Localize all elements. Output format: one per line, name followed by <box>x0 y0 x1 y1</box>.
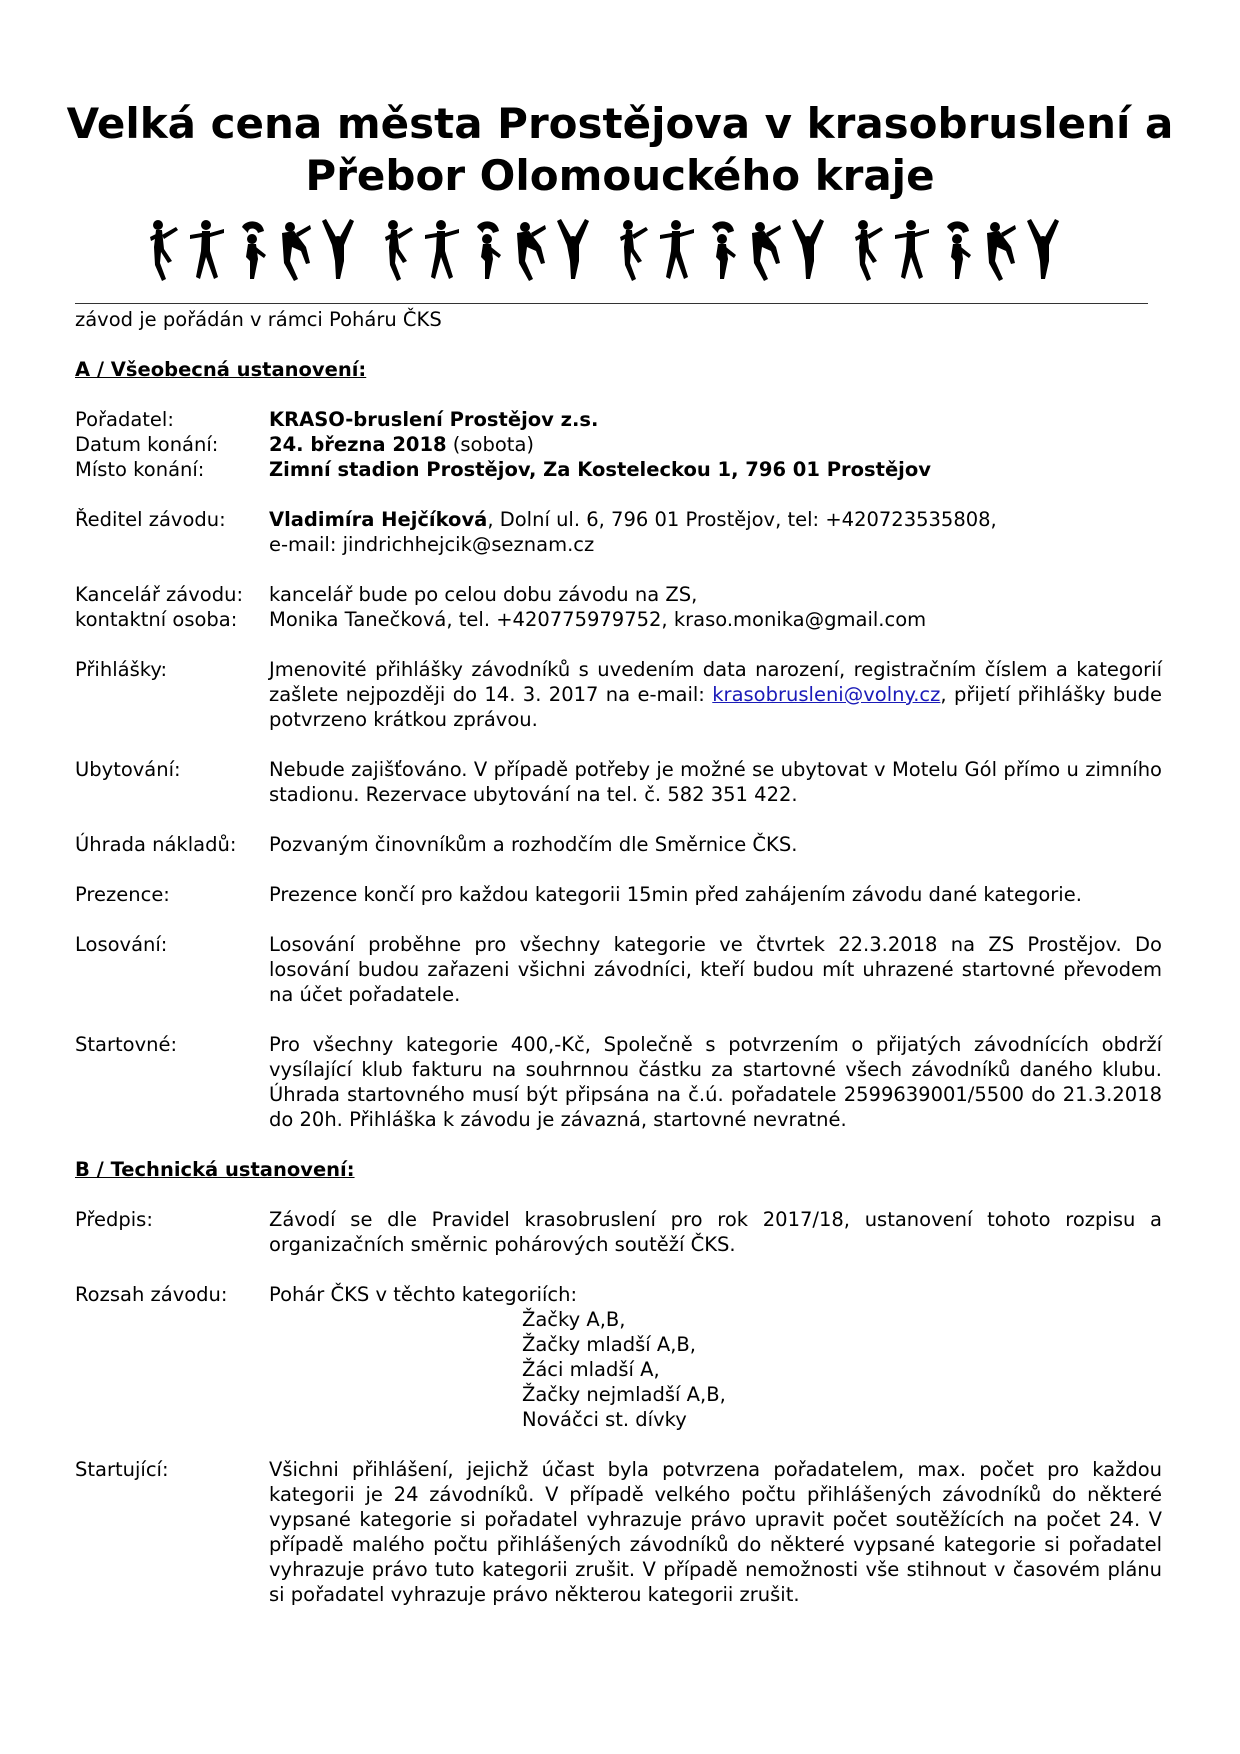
category-item: Nováčci st. dívky <box>522 1408 687 1431</box>
contact-label: kontaktní osoba: <box>75 608 238 631</box>
contact-value: Monika Tanečková, tel. +420775979752, kraso.monika@gmail.com <box>269 608 927 631</box>
director-label: Ředitel závodu: <box>75 508 226 531</box>
costs-value: Pozvaným činovníkům a rozhodčím dle Směrnice ČKS. <box>269 833 798 856</box>
participants-value: Všichni přihlášení, jejichž účast byla potvrzena pořadatelem, max. počet pro každou kategorii je 24 závodníků. V případě velkého počtu přihlášených závodníků do některé vypsané kategorie si pořadatel vyhrazuje právo upravit počet soutěžících na počet 24. V případě malého počtu přihlášených závodníků do některé vypsané kategorie si pořadatel vyhrazuje právo tuto kategorii zrušit. V případě nemožnosti vše stihnout v časovém plánu si pořadatel vyhrazuje právo některou kategorii zrušit. <box>269 1458 1162 1606</box>
director-value: Vladimíra Hejčíková, Dolní ul. 6, 796 01 Prostějov, tel: +420723535808, e-mail: jindrichhejcik@seznam.cz <box>269 507 1175 557</box>
office-value: kancelář bude po celou dobu závodu na ZS, <box>269 583 698 606</box>
entry-fee-label: Startovné: <box>75 1033 178 1056</box>
entry-fee-value: Pro všechny kategorie 400,-Kč, Společně s potvrzením o přijatých závodnících obdrží vysílající klub fakturu na souhrnnou částku za startovné všech závodníků daného klubu. Úhrada startovného musí být připsána na č.ú. pořadatele 2599639001/5500 do 21.3.2018 do 20h. Přihláška k závodu je závazná, startovné nevratné. <box>269 1033 1162 1131</box>
category-item: Žačky nejmladší A,B, <box>522 1383 726 1406</box>
accommodation-value: Nebude zajišťováno. V případě potřeby je možné se ubytovat v Motelu Gól přímo u zimního stadionu. Rezervace ubytování na tel. č. 582 351 422. <box>269 758 1162 806</box>
draw-label: Losování: <box>75 933 168 956</box>
costs-label: Úhrada nákladů: <box>75 833 237 856</box>
rules-value: Závodí se dle Pravidel krasobruslení pro rok 2017/18, ustanovení tohoto rozpisu a organizačních směrnic pohárových soutěží ČKS. <box>269 1208 1162 1256</box>
registration-label: Prezence: <box>75 883 170 906</box>
organizer-value: KRASO-bruslení Prostějov z.s. <box>269 408 599 431</box>
header-divider <box>75 303 1148 304</box>
page-title <box>0 98 1240 202</box>
organizer-label: Pořadatel: <box>75 408 174 431</box>
accommodation-label: Ubytování: <box>75 758 181 781</box>
category-item: Žačky A,B, <box>522 1308 626 1331</box>
title-line-2: Přebor Olomouckého kraje <box>305 151 935 200</box>
scope-label: Rozsah závodu: <box>75 1283 228 1306</box>
category-item: Žáci mladší A, <box>522 1358 660 1381</box>
section-b-heading: B / Technická ustanovení: <box>75 1158 355 1181</box>
rules-label: Předpis: <box>75 1208 153 1231</box>
section-a-heading: A / Všeobecná ustanovení: <box>75 358 367 381</box>
applications-label: Přihlášky: <box>75 658 168 681</box>
skater-silhouettes-banner <box>148 215 1098 285</box>
date-label: Datum konání: <box>75 433 219 456</box>
competition-note: závod je pořádán v rámci Poháru ČKS <box>75 308 442 331</box>
director-email: e-mail: jindrichhejcik@seznam.cz <box>269 533 595 556</box>
applications-value: Jmenovité přihlášky závodníků s uvedením data narození, registračním číslem a kategorií zašlete nejpozději do 14. 3. 2017 na e-mail: krasobrusleni@volny.cz, přijetí přihlášky bude potvrzeno krátkou zprávou. <box>269 658 1162 731</box>
venue-label: Místo konání: <box>75 458 205 481</box>
registration-value: Prezence končí pro každou kategorii 15min před zahájením závodu dané kategorie. <box>269 883 1082 906</box>
draw-value: Losování proběhne pro všechny kategorie ve čtvrtek 22.3.2018 na ZS Prostějov. Do losování budou zařazeni všichni závodníci, kteří budou mít uhrazené startovné převodem na účet pořadatele. <box>269 933 1162 1006</box>
venue-value: Zimní stadion Prostějov, Za Kosteleckou 1, 796 01 Prostějov <box>269 458 931 481</box>
category-list <box>522 1307 726 1432</box>
category-item: Žačky mladší A,B, <box>522 1333 696 1356</box>
participants-label: Startující: <box>75 1458 169 1481</box>
title-line-1: Velká cena města Prostějova v krasobruslení a <box>66 99 1174 148</box>
scope-value: Pohár ČKS v těchto kategoriích: <box>269 1283 578 1306</box>
applications-email-link[interactable]: krasobrusleni@volny.cz <box>712 683 941 706</box>
office-label: Kancelář závodu: <box>75 583 244 606</box>
date-value: 24. března 2018 (sobota) <box>269 433 535 456</box>
